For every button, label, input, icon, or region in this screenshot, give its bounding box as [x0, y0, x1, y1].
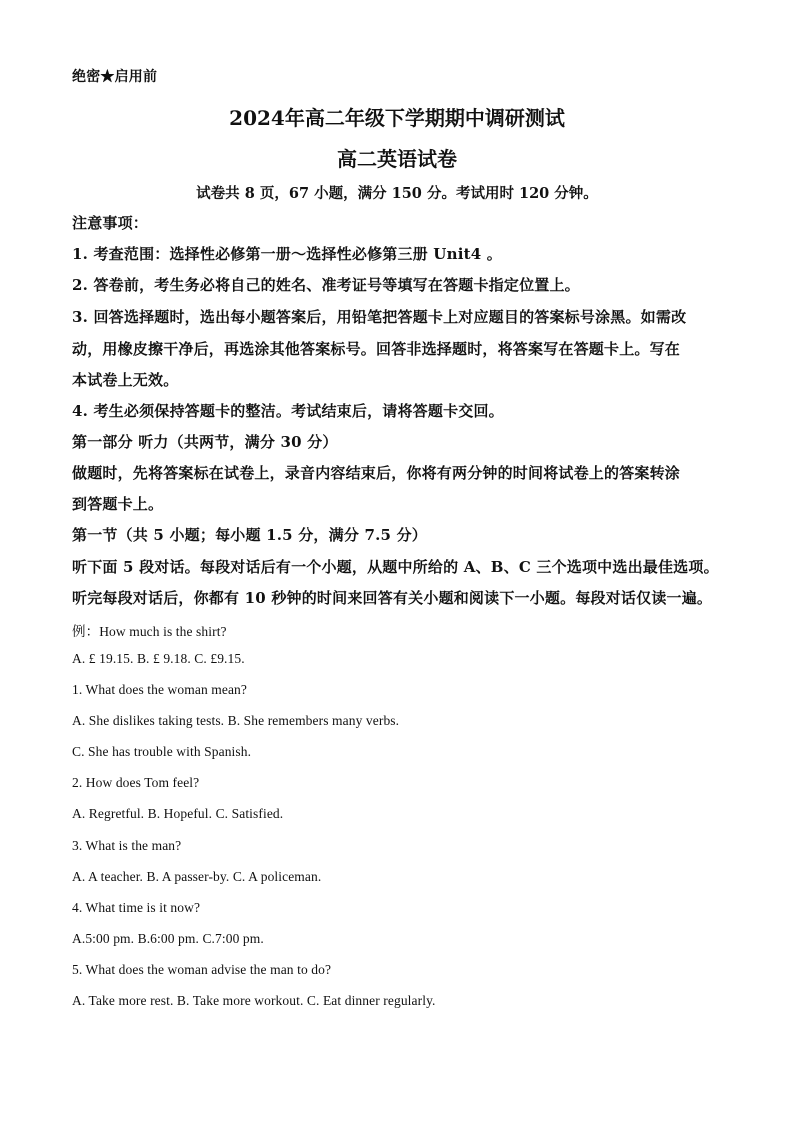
- question-5-options: A. Take more rest. B. Take more workout. C. Eat dinner regularly.: [72, 993, 436, 1008]
- note-4: 4. 考生必须保持答题卡的整洁。考试结束后，请将答题卡交回。: [72, 402, 504, 420]
- question-1: 1. What does the woman mean?: [72, 682, 247, 697]
- part1-instructions-line-1: 做题时，先将答案标在试卷上，录音内容结束后，你将有两分钟的时间将试卷上的答案转涂: [72, 464, 681, 482]
- question-1-options: A. She dislikes taking tests. B. She remembers many verbs.: [72, 713, 400, 728]
- section1-instructions-line-1: 听下面 5 段对话。每段对话后有一个小题，从题中所给的 A、B、C 三个选项中选出最佳选项。: [72, 558, 719, 576]
- section1-heading: 第一节（共 5 小题；每小题 1.5 分，满分 7.5 分）: [72, 526, 427, 544]
- question-3: 3. What is the man?: [72, 838, 182, 853]
- note-3-line-2: 动，用橡皮擦干净后，再选涂其他答案标号。回答非选择题时，将答案写在答题卡上。写在: [72, 340, 681, 358]
- note-3-line-1: 3. 回答选择题时，选出每小题答案后，用铅笔把答题卡上对应题目的答案标号涂黑。如需改: [72, 308, 687, 326]
- part1-heading: 第一部分 听力（共两节，满分 30 分）: [72, 433, 338, 451]
- note-1: 1. 考查范围：选择性必修第一册～选择性必修第三册 Unit4 。: [72, 245, 502, 263]
- note-2: 2. 答卷前，考生务必将自己的姓名、准考证号等填写在答题卡指定位置上。: [72, 276, 580, 294]
- question-2: 2. How does Tom feel?: [72, 775, 200, 790]
- exam-title: 2024年高二年级下学期期中调研测试: [229, 106, 565, 130]
- question-4: 4. What time is it now?: [72, 900, 201, 915]
- example-question: 例：How much is the shirt?: [72, 624, 227, 639]
- question-2-options: A. Regretful. B. Hopeful. C. Satisfied.: [72, 806, 284, 821]
- question-5: 5. What does the woman advise the man to do?: [72, 962, 332, 977]
- exam-info: 试卷共 8 页，67 小题，满分 150 分。考试用时 120 分钟。: [196, 185, 598, 202]
- question-1-options-2: C. She has trouble with Spanish.: [72, 744, 252, 759]
- example-options: A. £ 19.15. B. £ 9.18. C. £9.15.: [72, 651, 245, 666]
- part1-instructions-line-2: 到答题卡上。: [72, 495, 164, 513]
- confidential-label: 绝密★启用前: [72, 69, 158, 85]
- section1-instructions-line-2: 听完每段对话后，你都有 10 秒钟的时间来回答有关小题和阅读下一小题。每段对话仅读一遍。: [72, 589, 713, 607]
- note-3-line-3: 本试卷上无效。: [72, 371, 179, 389]
- question-3-options: A. A teacher. B. A passer-by. C. A policeman.: [72, 869, 322, 884]
- notes-heading: 注意事项：: [72, 214, 149, 232]
- exam-subtitle: 高二英语试卷: [337, 147, 457, 171]
- question-4-options: A.5:00 pm. B.6:00 pm. C.7:00 pm.: [72, 931, 264, 946]
